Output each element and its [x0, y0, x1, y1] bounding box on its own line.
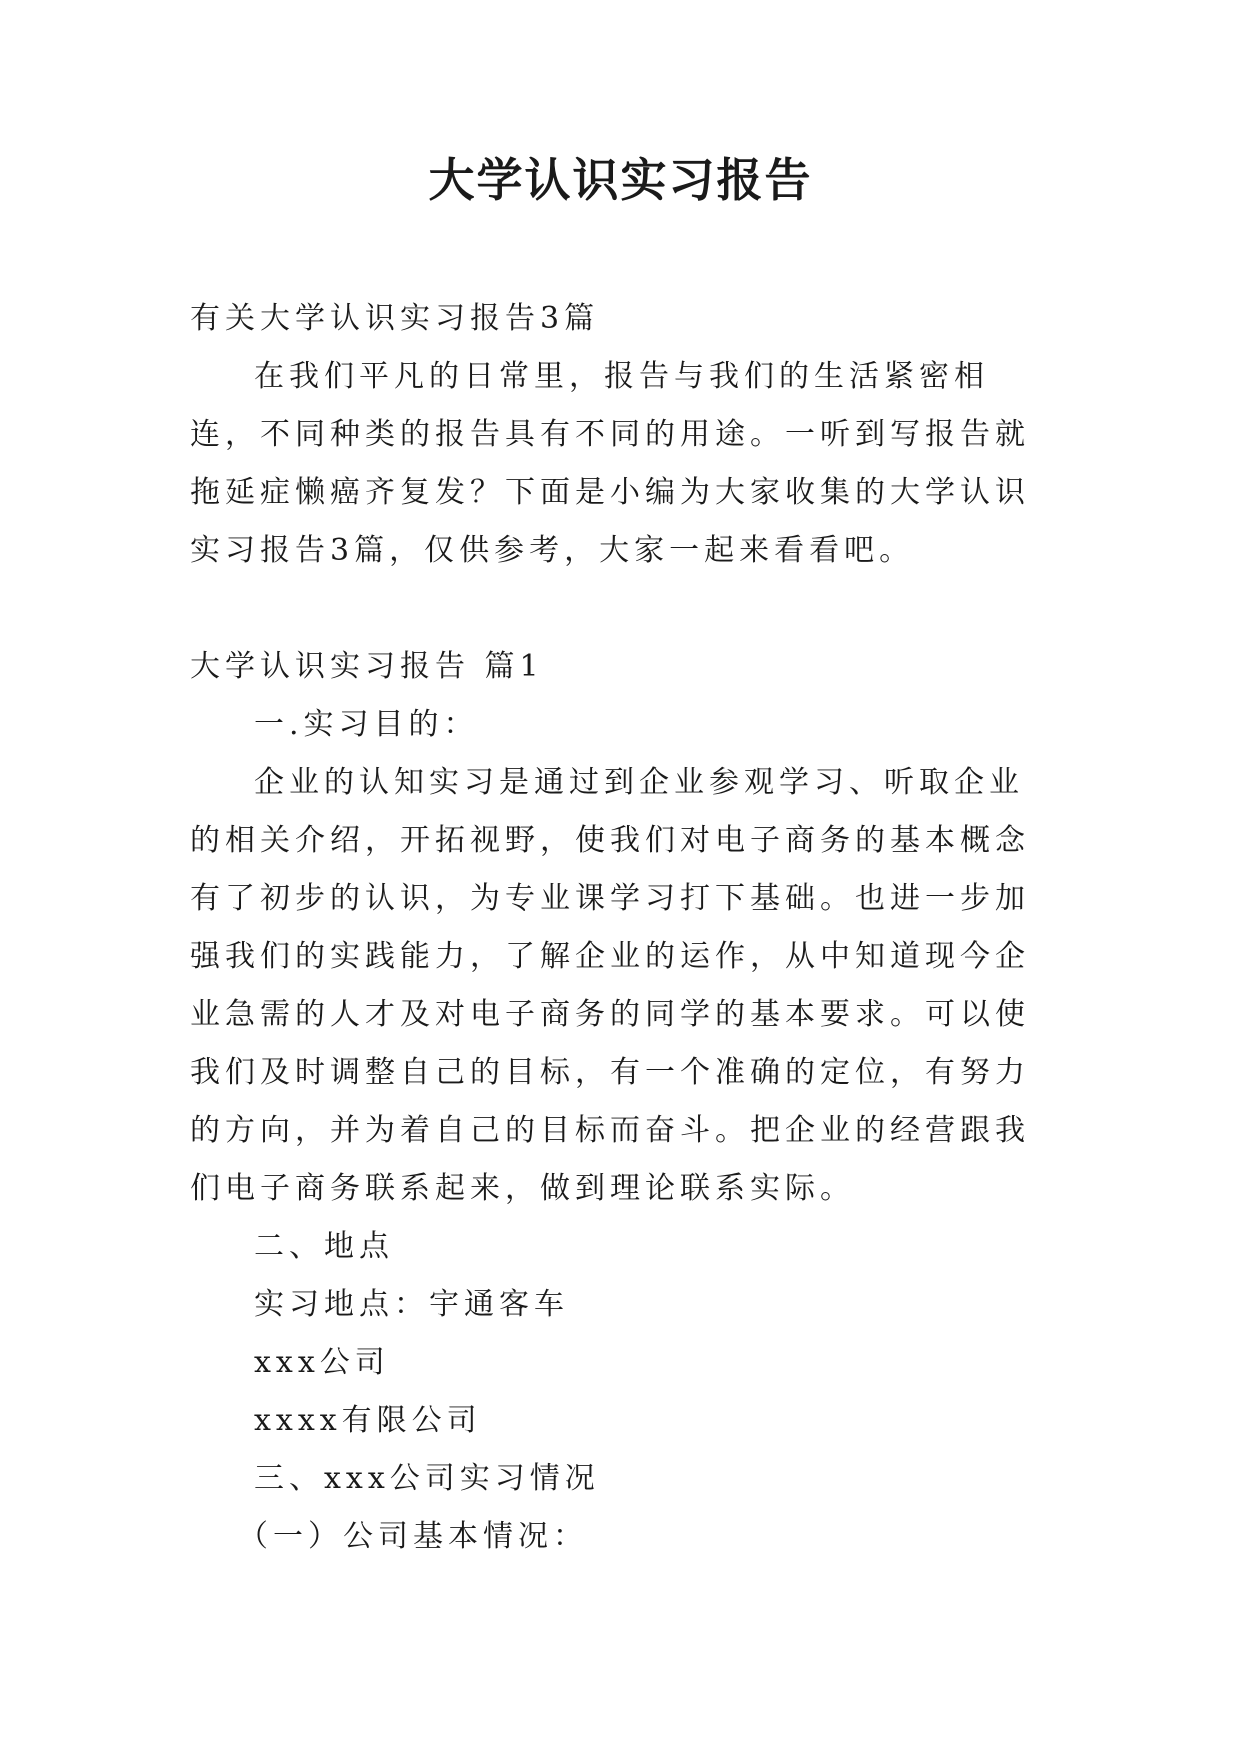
location-heading: 二、地点	[254, 1229, 394, 1264]
intro-paragraph: 在我们平凡的日常里，报告与我们的生活紧密相连，不同种类的报告具有不同的用途。一听到写报告就拖延症懒癌齐复发？下面是小编为大家收集的大学认识实习报告3篇，仅供参考，大家一起来看看吧。	[190, 359, 1030, 568]
document-body	[190, 290, 1050, 1566]
purpose-heading: 一.实习目的：	[254, 707, 479, 742]
section-heading: 大学认识实习报告 篇1	[190, 649, 544, 684]
document-title: 大学认识实习报告	[428, 153, 813, 207]
location-line: 实习地点：宇通客车	[254, 1287, 569, 1322]
company-line: xxxx有限公司	[254, 1403, 482, 1438]
document-subtitle: 有关大学认识实习报告3篇	[190, 301, 600, 336]
company-section-heading: 三、xxx公司实习情况	[254, 1461, 600, 1496]
company-line: xxx公司	[254, 1345, 390, 1380]
company-basic-heading: （一）公司基本情况：	[238, 1519, 588, 1554]
purpose-paragraph: 企业的认知实习是通过到企业参观学习、听取企业的相关介绍，开拓视野，使我们对电子商务的基本概念有了初步的认识，为专业课学习打下基础。也进一步加强我们的实践能力，了解企业的运作，从中知道现今企业急需的人才及对电子商务的同学的基本要求。可以使我们及时调整自己的目标，有一个准确的定位，有努力的方向，并为着自己的目标而奋斗。把企业的经营跟我们电子商务联系起来，做到理论联系实际。	[190, 765, 1030, 1206]
paragraph-spacer	[190, 580, 1050, 638]
